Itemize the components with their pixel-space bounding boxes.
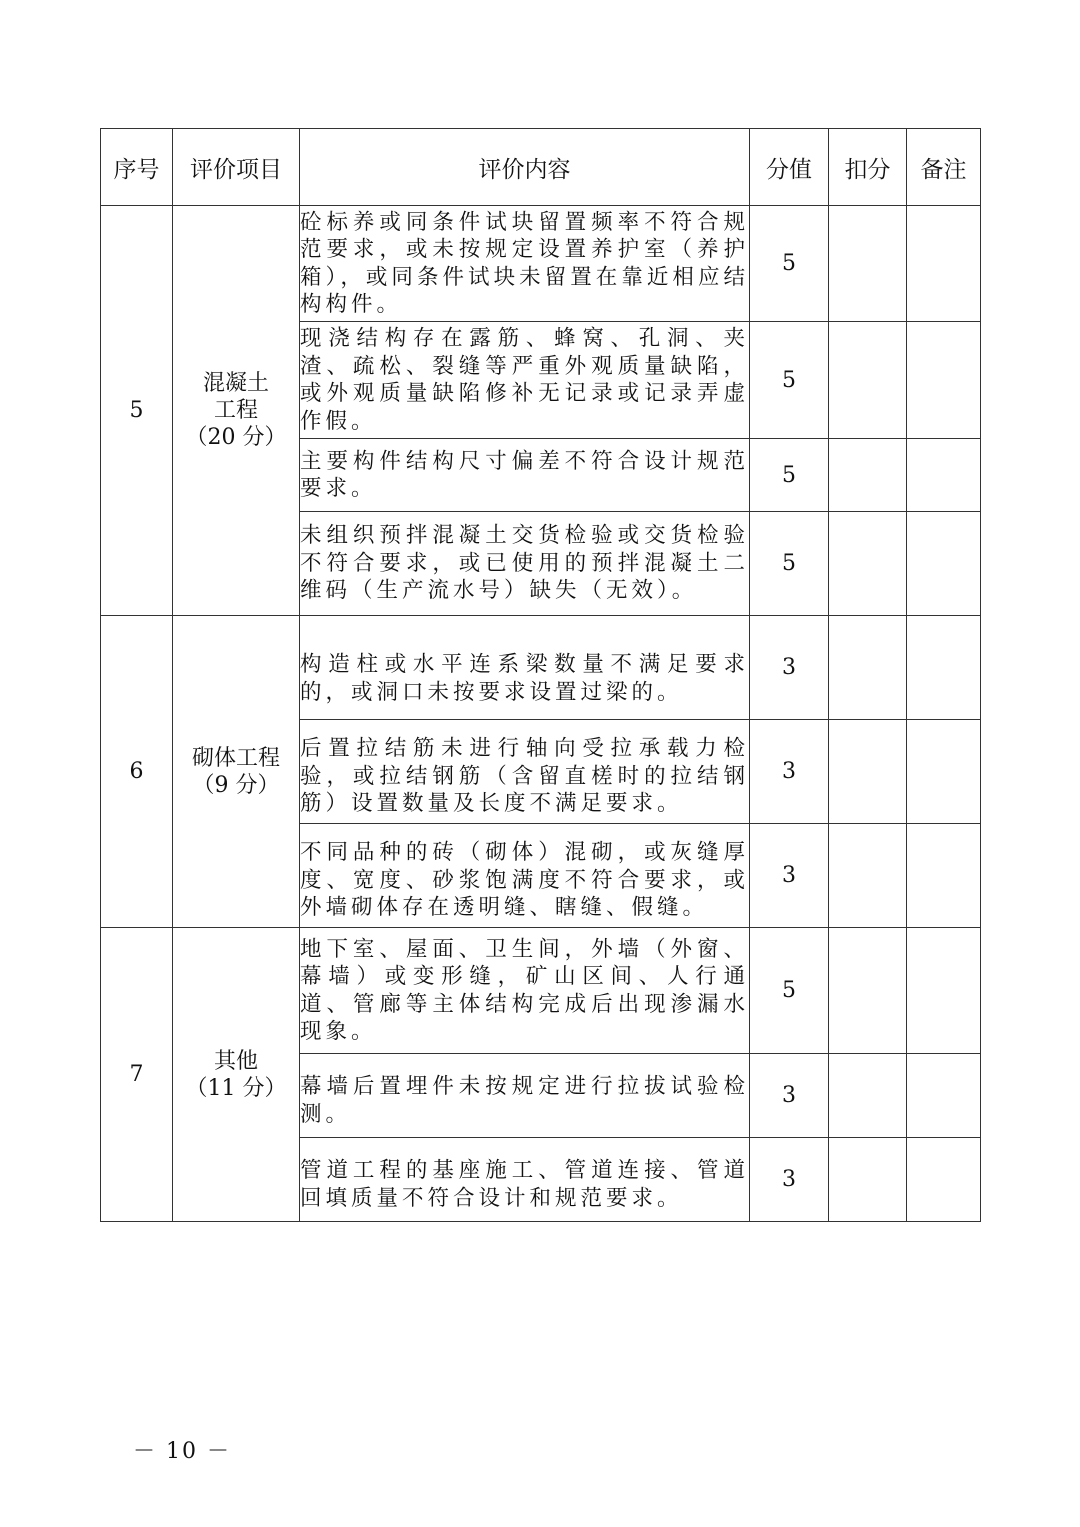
remark-cell — [907, 720, 981, 824]
remark-cell — [907, 1054, 981, 1138]
score-cell: 5 — [750, 322, 829, 439]
header-seq: 序号 — [101, 129, 173, 206]
deduct-cell — [829, 928, 907, 1054]
score-cell: 3 — [750, 616, 829, 720]
header-score: 分值 — [750, 129, 829, 206]
deduct-cell — [829, 206, 907, 322]
deduct-cell — [829, 439, 907, 512]
remark-cell — [907, 928, 981, 1054]
content-cell: 构造柱或水平连系梁数量不满足要求的，或洞口未按要求设置过梁的。 — [300, 616, 750, 720]
evaluation-table — [100, 128, 981, 1222]
item-points: （11 分） — [185, 1075, 287, 1101]
score-cell: 3 — [750, 1054, 829, 1138]
table-header-row — [101, 129, 981, 206]
item-name: 混凝土 — [202, 371, 269, 396]
deduct-cell — [829, 1054, 907, 1138]
score-cell: 5 — [750, 512, 829, 616]
item-cell — [173, 206, 300, 616]
header-remark: 备注 — [907, 129, 981, 206]
remark-cell — [907, 322, 981, 439]
table-row — [101, 616, 981, 720]
table-row — [101, 206, 981, 322]
remark-cell — [907, 439, 981, 512]
item-name-cont: 工程 — [213, 398, 258, 423]
item-points: （20 分） — [185, 425, 287, 450]
deduct-cell — [829, 616, 907, 720]
content-cell: 砼标养或同条件试块留置频率不符合规范要求，或未按规定设置养护室（养护箱），或同条件试块未留置在靠近相应结构构件。 — [300, 206, 750, 322]
seq-cell: 5 — [101, 206, 173, 616]
remark-cell — [907, 512, 981, 616]
content-cell: 现浇结构存在露筋、蜂窝、孔洞、夹渣、疏松、裂缝等严重外观质量缺陷，或外观质量缺陷修补无记录或记录弄虚作假。 — [300, 322, 750, 439]
score-cell: 5 — [750, 206, 829, 322]
header-deduct: 扣分 — [829, 129, 907, 206]
score-cell: 5 — [750, 439, 829, 512]
seq-cell: 6 — [101, 616, 173, 928]
table-row — [101, 928, 981, 1054]
score-cell: 5 — [750, 928, 829, 1054]
seq-cell: 7 — [101, 928, 173, 1222]
content-cell: 不同品种的砖（砌体）混砌，或灰缝厚度、宽度、砂浆饱满度不符合要求，或外墙砌体存在透明缝、瞎缝、假缝。 — [300, 824, 750, 928]
header-content: 评价内容 — [300, 129, 750, 206]
deduct-cell — [829, 824, 907, 928]
deduct-cell — [829, 1138, 907, 1222]
header-item: 评价项目 — [173, 129, 300, 206]
score-cell: 3 — [750, 720, 829, 824]
item-points: （9 分） — [192, 772, 280, 798]
remark-cell — [907, 1138, 981, 1222]
content-cell: 地下室、屋面、卫生间，外墙（外窗、幕墙）或变形缝，矿山区间、人行通道、管廊等主体结构完成后出现渗漏水现象。 — [300, 928, 750, 1054]
score-cell: 3 — [750, 824, 829, 928]
remark-cell — [907, 616, 981, 720]
content-cell: 主要构件结构尺寸偏差不符合设计规范要求。 — [300, 439, 750, 512]
item-name: 其他 — [213, 1048, 258, 1074]
item-name: 砌体工程 — [191, 745, 280, 771]
item-cell — [173, 928, 300, 1222]
content-cell: 管道工程的基座施工、管道连接、管道回填质量不符合设计和规范要求。 — [300, 1138, 750, 1222]
deduct-cell — [829, 322, 907, 439]
item-cell — [173, 616, 300, 928]
content-cell: 未组织预拌混凝土交货检验或交货检验不符合要求，或已使用的预拌混凝土二维码（生产流水号）缺失（无效）。 — [300, 512, 750, 616]
content-cell: 幕墙后置埋件未按规定进行拉拔试验检测。 — [300, 1054, 750, 1138]
deduct-cell — [829, 720, 907, 824]
remark-cell — [907, 824, 981, 928]
content-cell: 后置拉结筋未进行轴向受拉承载力检验，或拉结钢筋（含留直槎时的拉结钢筋）设置数量及长度不满足要求。 — [300, 720, 750, 824]
score-cell: 3 — [750, 1138, 829, 1222]
remark-cell — [907, 206, 981, 322]
deduct-cell — [829, 512, 907, 616]
page-number: － 10 － — [133, 1439, 231, 1464]
